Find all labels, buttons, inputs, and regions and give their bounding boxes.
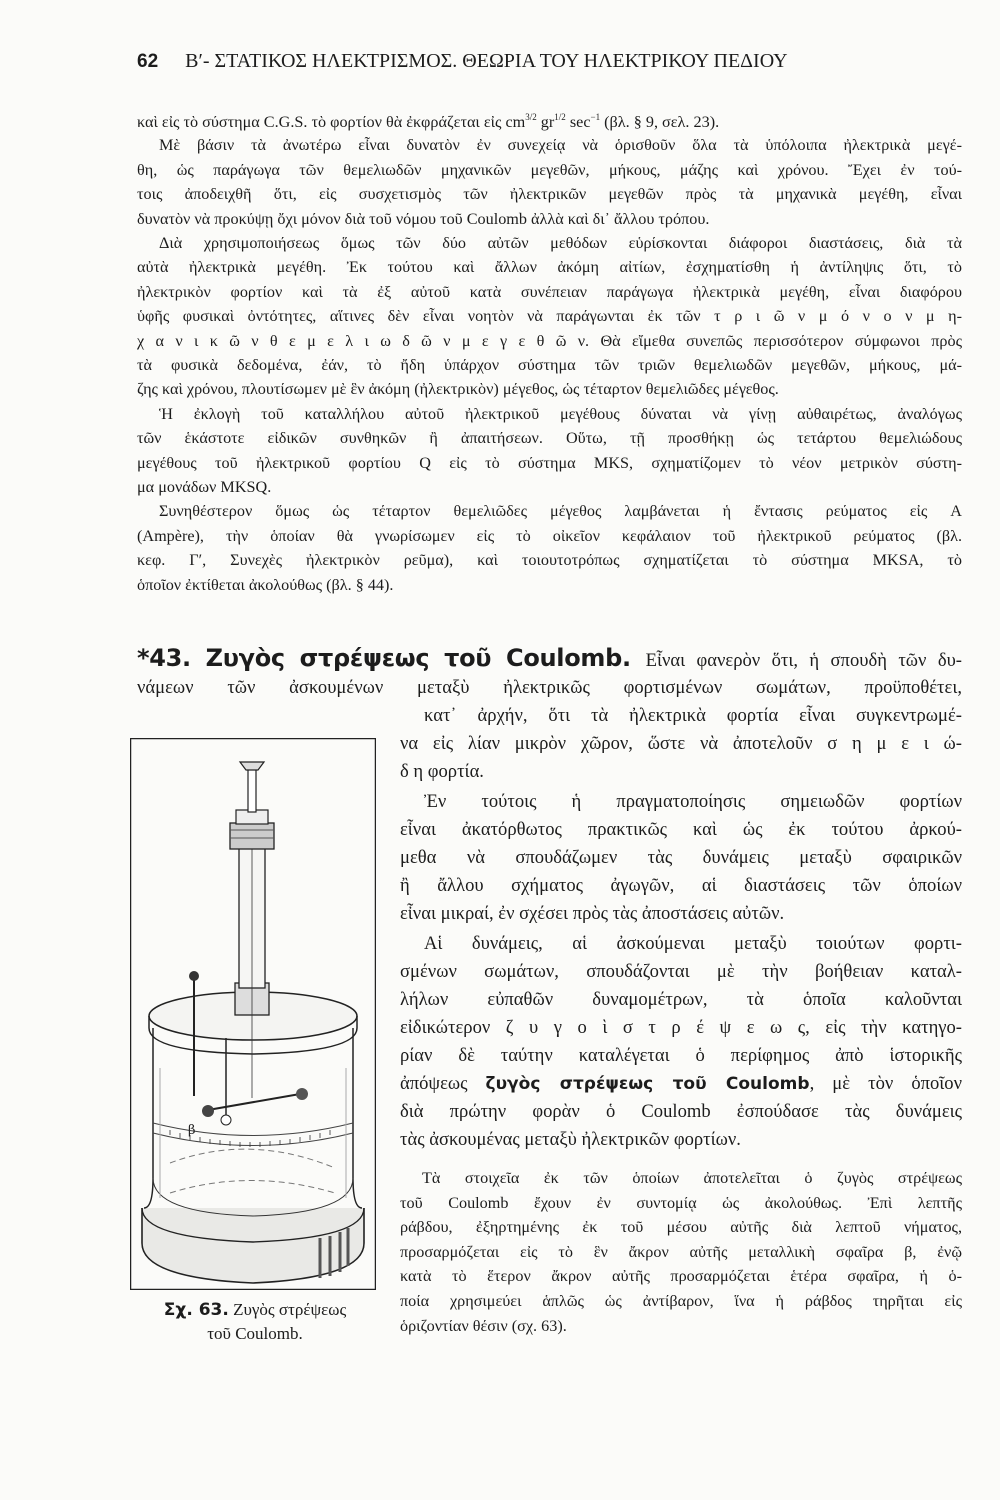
text-line: νάμεων τῶν ἀσκουμένων μεταξὺ ἠλεκτρικῶς φορτισμένων σωμάτων, προϋποθέτει, [137,677,962,698]
text-line: να εἰς λίαν μικρὸν χῶρον, ὥστε νὰ ἀποτελοῦν σ η μ ε ι ώ- [400,733,962,754]
text-line: ἠλεκτρικὸν φορτίον καὶ τὰ ἐξ αὐτοῦ κατὰ συνέπειαν παράγωγα ἠλεκτρικὰ μεγέθη, εἶναι διαφόρου [137,282,962,301]
text-line: τὰ φυσικὰ δεδομένα, ἐάν, τὸ ἤδη ὑπάρχον σύστημα τῶν τριῶν θεμελιωδῶν μεγεθῶν, μήκους, μά- [137,356,962,374]
text-line: λήλων εὐπαθῶν δυναμομέτρων, τὰ ὁποῖα καλοῦνται [400,989,962,1010]
text-line: ζης καὶ χρόνου, πλουτίσωμεν μὲ ἓν ἀκόμη (ἠλεκτρικὸν) μέγεθος, ὡς τέταρτον θεμελιῶδες μέγεθος. [137,380,779,399]
text-line: εἰδικώτερον ζ υ γ ο ὶ σ τ ρ έ ψ ε ω ς, εἰς τὴν κατηγο- [400,1017,962,1038]
text-line: εἶναι μικραί, ἐν σχέσει πρὸς τὰς ἀποστάσεις αὐτῶν. [400,903,785,924]
text-line: τοῦ Coulomb ἔχουν ἐν συντομίᾳ ὡς ἀκολούθως. Ἐπὶ λεπτῆς [400,1193,962,1212]
text-line: θη, ὡς παράγωγα τῶν θεμελιωδῶν μηχανικῶν μεγεθῶν, μήκους, μάζης καὶ χρόνου. Ἔχει ἐν τού- [137,160,962,179]
superscript: 1/2 [554,112,566,122]
text-line: αὐτὰ ἠλεκτρικὰ μεγέθη. Ἐκ τούτου καὶ ἄλλων ἀκόμη αἰτίων, ἐσχηματίσθη ἡ ἀντίληψις ὅτι, τὸ [137,258,962,277]
text-line: Ἡ ἐκλογὴ τοῦ καταλλήλου αὐτοῦ ἠλεκτρικοῦ μεγέθους δύναται νὰ γίνῃ αὐθαιρέτως, ἀναλόγως [159,404,962,423]
text-line: Διὰ χρησιμοποιήσεως ὅμως τῶν δύο αὐτῶν μεθόδων εὑρίσκονται διάφοροι διαστάσεις, διὰ τὰ [159,234,962,252]
text-line: ὁποῖον ἐκτίθεται ἀκολούθως (βλ. § 44). [137,575,394,594]
superscript: −1 [590,112,601,122]
text-line: τὰς ἀσκουμένας μεταξὺ ἠλεκτρικῶν φορτίων. [400,1129,741,1150]
text-line: Συνηθέστερον ὅμως ὡς τέταρτον θεμελιῶδες μέγεθος λαμβάνεται ἡ ἔντασις ρεύματος εἰς A [159,502,962,521]
text-line: ράβδου, ἐξηρτημένης ἐκ τοῦ μέσου αὐτῆς διὰ λεπτοῦ νήματος, [400,1218,962,1237]
text-line: τοις ἀποδειχθῆ ὅτι, εἰς συσχετισμὸς τῶν ἠλεκτρικῶν μεγεθῶν πρὸς τὰ μηχανικὰ μεγέθη, εἶναι [137,185,962,204]
superscript: 3/2 [525,112,537,122]
caption-line1: Ζυγὸς στρέψεως [233,1300,347,1319]
text-line: ὁριζοντίαν θέσιν (σχ. 63). [400,1316,567,1335]
page-number: 62 [137,51,159,72]
text-line: δυνατὸν νὰ προκύψῃ ὄχι μόνον διὰ τοῦ νόμου τοῦ Coulomb ἀλλὰ καὶ δι᾽ ἄλλου τρόπου. [137,209,710,228]
text-line: μα μονάδων MKSQ. [137,478,272,496]
text-line: ποία χρησιμεύει ἁπλῶς ὡς ἀντίβαρον, ἵνα ἡ ράβδος τηρῆται εἰς [400,1292,962,1310]
text-line: Μὲ βάσιν τὰ ἀνωτέρω εἶναι δυνατὸν ἐν συνεχείᾳ νὰ ὁρισθοῦν ὅλα τὰ ὑπόλοιπα ἠλεκτρικὰ μεγέ- [159,136,962,155]
text-line: διὰ πρώτην φορὰν ὁ Coulomb ἐσπούδασε τὰς δυνάμεις [400,1101,962,1122]
text-line: κατὰ τὸ ἕτερον ἄκρον αὐτῆς προσαρμόζεται ἑτέρα σφαῖρα, ἡ ὁ- [400,1267,962,1286]
section-intro-text: Εἶναι φανερὸν ὅτι, ἡ σπουδὴ τῶν δυ- [645,650,962,671]
text-line: σμένων σωμάτων, σπουδάζονται μὲ τὴν βοήθειαν καταλ- [400,961,962,982]
text-line: εἶναι ἀκατόρθωτος πρακτικῶς καὶ ὡς ἐκ τούτου ἀρκού- [400,819,962,840]
text-line: κατ᾽ ἀρχήν, ὅτι τὰ ἠλεκτρικὰ φορτία εἶναι συγκεντρωμέ- [424,705,962,726]
text-line: μεθα νὰ σπουδάζωμεν τὰς δυνάμεις μεταξὺ σφαιρικῶν [400,847,962,868]
text-line: χ α ν ι κ ῶ ν θ ε μ ε λ ι ω δ ῶ ν μ ε γ ε θ ῶ ν. Θὰ εἴμεθα συνεπῶς περισσότερον σύμφωνοι πρὸς [137,331,962,350]
caption-number: Σχ. 63. [163,1300,229,1320]
text-line: ρίαν δὲ ταύτην καταλέγεται ὁ περίφημος ἀπὸ ἱστορικῆς [400,1045,962,1066]
text-line: Τὰ στοιχεῖα ἐκ τῶν ὁποίων ἀποτελεῖται ὁ ζυγὸς στρέψεως [422,1169,962,1187]
figure-caption [130,1300,380,1320]
torsion-balance-illustration [130,738,376,1290]
bold-term: ζυγὸς στρέψεως τοῦ Coulomb [485,1074,810,1094]
text-line: κεφ. Γ′, Συνεχὲς ἠλεκτρικὸν ρεῦμα), καὶ τοιουτοτρόπως σχηματίζεται τὸ σύστημα MKSA, τὸ [137,551,962,570]
text-line: ἀπόψεως ζυγὸς στρέψεως τοῦ Coulomb, μὲ τὸν ὁποῖον [400,1073,963,1094]
text-line: Ἐν τούτοις ἡ πραγματοποίησις σημειωδῶν φορτίων [424,791,962,812]
text-line: προσαρμόζεται εἰς τὸ ἓν ἄκρον αὐτῆς μεταλλικὴ σφαῖρα β, ἐνῷ [400,1242,962,1261]
text-line: μεγέθους τοῦ ἠλεκτρικοῦ φορτίου Q εἰς τὸ σύστημα MKS, σχηματίζομεν τὸ νέον μετρικὸν σύστη- [137,453,962,472]
running-title: Β′- ΣΤΑΤΙΚΟΣ ΗΛΕΚΤΡΙΣΜΟΣ. ΘΕΩΡΙΑ ΤΟΥ ΗΛΕΚΤΡΙΚΟΥ ΠΕΔΙΟΥ [185,50,788,72]
section-heading-line [137,644,962,672]
running-header [137,50,967,73]
text-line: Αἱ δυνάμεις, αἱ ἀσκούμεναι μεταξὺ τοιούτων φορτι- [424,933,962,954]
text-line: δ η φορτία. [400,761,484,782]
figure-caption-line2: τοῦ Coulomb. [207,1324,303,1343]
text-line: ἢ ἄλλου σχήματος ἀγωγῶν, αἱ διαστάσεις τῶν ὁποίων [400,875,962,896]
sphere-label: β [188,1123,196,1138]
text-line: τῶν ἑκάστοτε εἰδικῶν συνθηκῶν ἢ ἀπαιτήσεων. Οὕτω, τῇ προσθήκῃ ὡς τετάρτου θεμελιώδους [137,429,962,448]
section-heading: *43. Ζυγὸς στρέψεως τοῦ Coulomb. [137,644,646,672]
text-line: καὶ εἰς τὸ σύστημα C.G.S. τὸ φορτίον θὰ ἐκφράζεται εἰς $cm^{3/2}$ $gr^{1/2}$ $\sec^{-1} (\beta\lambda$. § 9, σελ. 23). [137,112,720,131]
text-line: ὑφῆς φυσικαὶ ὀντότητες, αἵτινες δὲν εἶναι νοητὸν νὰ παράγωνται ἐκ τῶν τ ρ ι ῶ ν μ ό ν ο ν μ η- [137,307,962,326]
figure-torsion-balance [130,738,376,1290]
text-line: (Ampère), τὴν ὁποίαν θὰ γνωρίσωμεν εἰς τὸ οἰκεῖον κεφάλαιον τοῦ ἠλεκτρικοῦ ρεύματος (βλ. [137,526,962,545]
